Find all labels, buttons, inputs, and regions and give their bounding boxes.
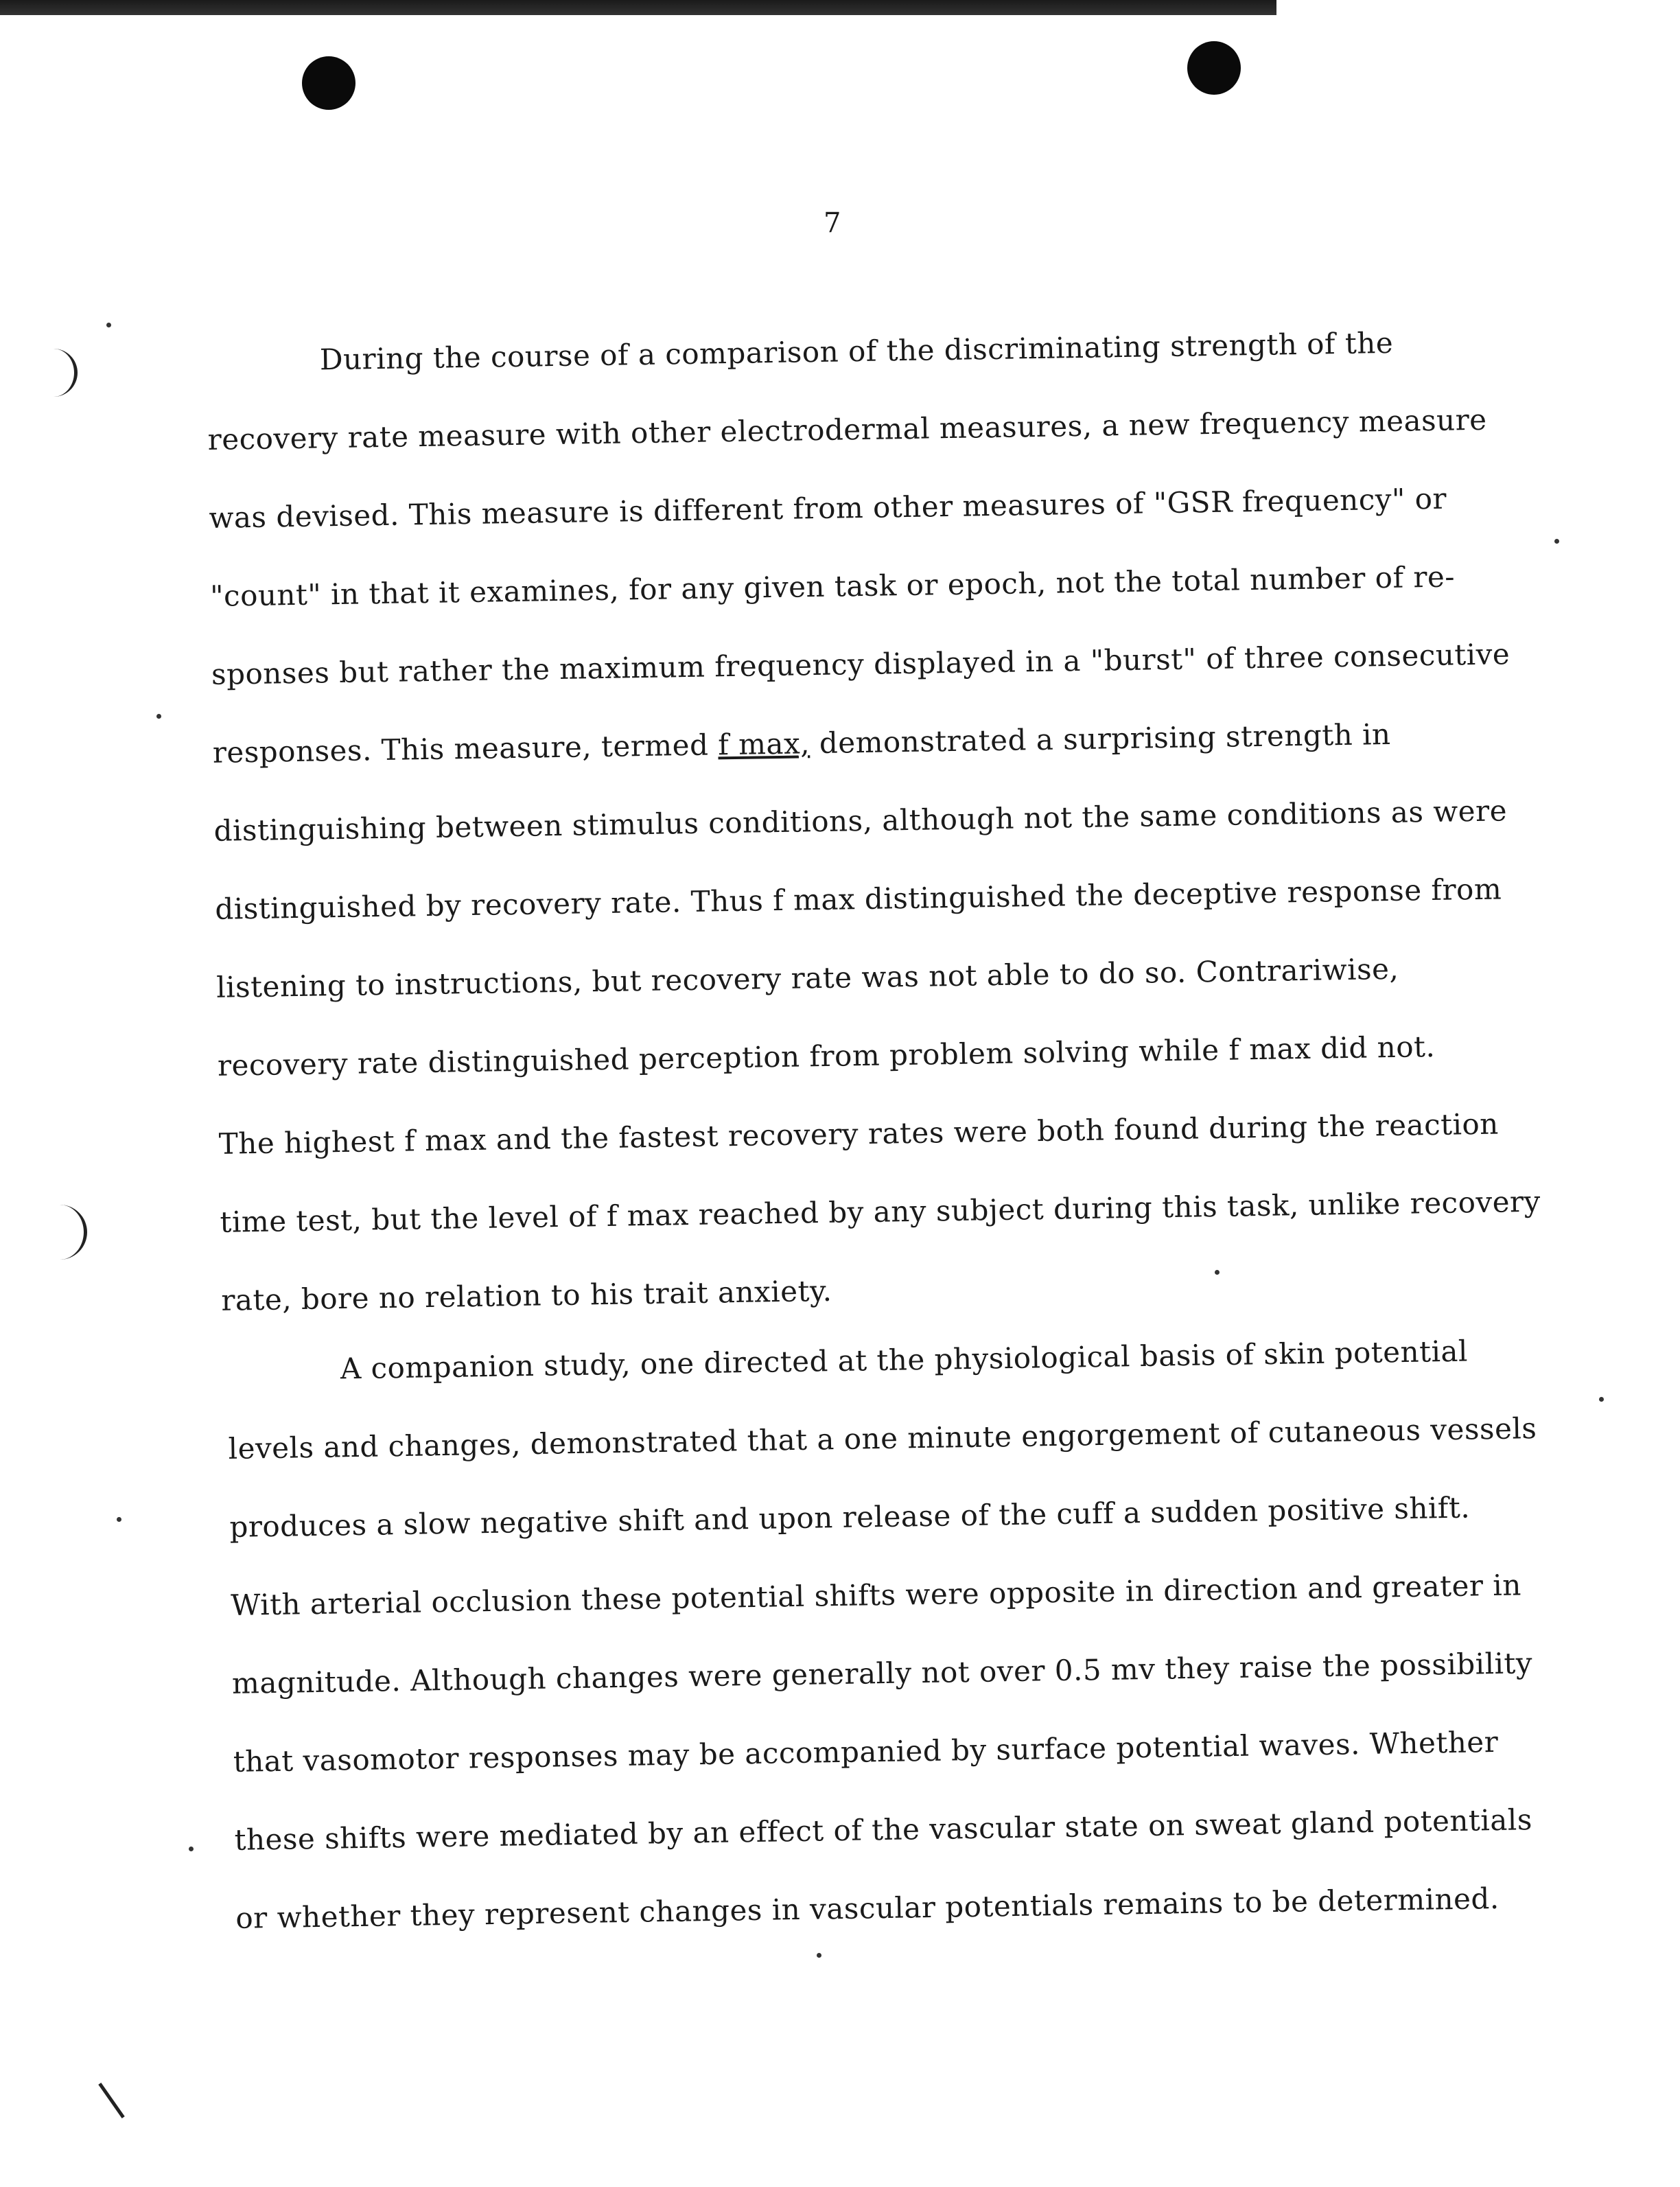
text-line: distinguished by recovery rate. Thus f max distinguished the deceptive response from <box>215 872 1502 926</box>
margin-bracket-mark <box>56 1205 87 1260</box>
scan-speck <box>1599 1397 1604 1402</box>
text-fragment: demonstrated a surprising strength in <box>809 717 1391 761</box>
text-line: that vasomotor responses may be accompanied by surface potential waves. Whether <box>233 1724 1499 1779</box>
punch-hole-left <box>302 56 355 110</box>
margin-bracket-mark <box>47 349 78 397</box>
scan-speck <box>156 714 161 719</box>
text-line: levels and changes, demonstrated that a one minute engorgement of cutaneous vessels <box>228 1411 1537 1466</box>
punch-hole-right <box>1187 41 1241 95</box>
text-line: or whether they represent changes in vascular potentials remains to be determined. <box>235 1881 1500 1935</box>
text-line: With arterial occlusion these potential shifts were opposite in direction and greater in <box>230 1568 1522 1622</box>
scan-speck <box>189 1847 194 1851</box>
scan-top-edge <box>0 0 1276 15</box>
paragraph-recovery-rate <box>206 301 1580 1340</box>
underlined-term: f max, <box>717 726 810 762</box>
scan-speck <box>117 1517 121 1522</box>
margin-stroke-mark <box>98 2083 125 2118</box>
scan-speck <box>817 1953 821 1958</box>
text-line: The highest f max and the fastest recovery rates were both found during the reaction <box>218 1107 1500 1161</box>
text-line: recovery rate measure with other electrodermal measures, a new frequency measure <box>207 402 1487 456</box>
text-line: distinguishing between stimulus conditions, although not the same conditions as were <box>213 794 1508 848</box>
text-line: rate, bore no relation to his trait anxiety. <box>220 1273 832 1317</box>
text-line: "count" in that it examines, for any given task or epoch, not the total number of re- <box>209 559 1456 613</box>
text-line: sponses but rather the maximum frequency displayed in a "burst" of three consecutive <box>211 637 1510 691</box>
scan-speck <box>106 323 111 327</box>
text-fragment: responses. This measure, termed <box>212 728 719 769</box>
text-line: was devised. This measure is different from other measures of "GSR frequency" or <box>209 481 1447 535</box>
text-line: During the course of a comparison of the discriminating strength of the <box>319 325 1394 377</box>
text-line: time test, but the level of f max reached by any subject during this task, unlike recovery <box>220 1184 1541 1239</box>
text-line: produces a slow negative shift and upon release of the cuff a sudden positive shift. <box>229 1490 1471 1544</box>
text-line: recovery rate distinguished perception from problem solving while f max did not. <box>217 1029 1436 1083</box>
text-line: these shifts were mediated by an effect of the vascular state on sweat gland potentials <box>234 1803 1533 1857</box>
text-line: listening to instructions, but recovery rate was not able to do so. Contrariwise, <box>215 951 1399 1004</box>
text-line: A companion study, one directed at the physiological basis of skin potential <box>340 1334 1469 1386</box>
paragraph-skin-potential <box>226 1310 1595 1958</box>
text-line: magnitude. Although changes were generally not over 0.5 mv they raise the possibility <box>231 1646 1533 1700</box>
page-number: 7 <box>824 207 841 239</box>
